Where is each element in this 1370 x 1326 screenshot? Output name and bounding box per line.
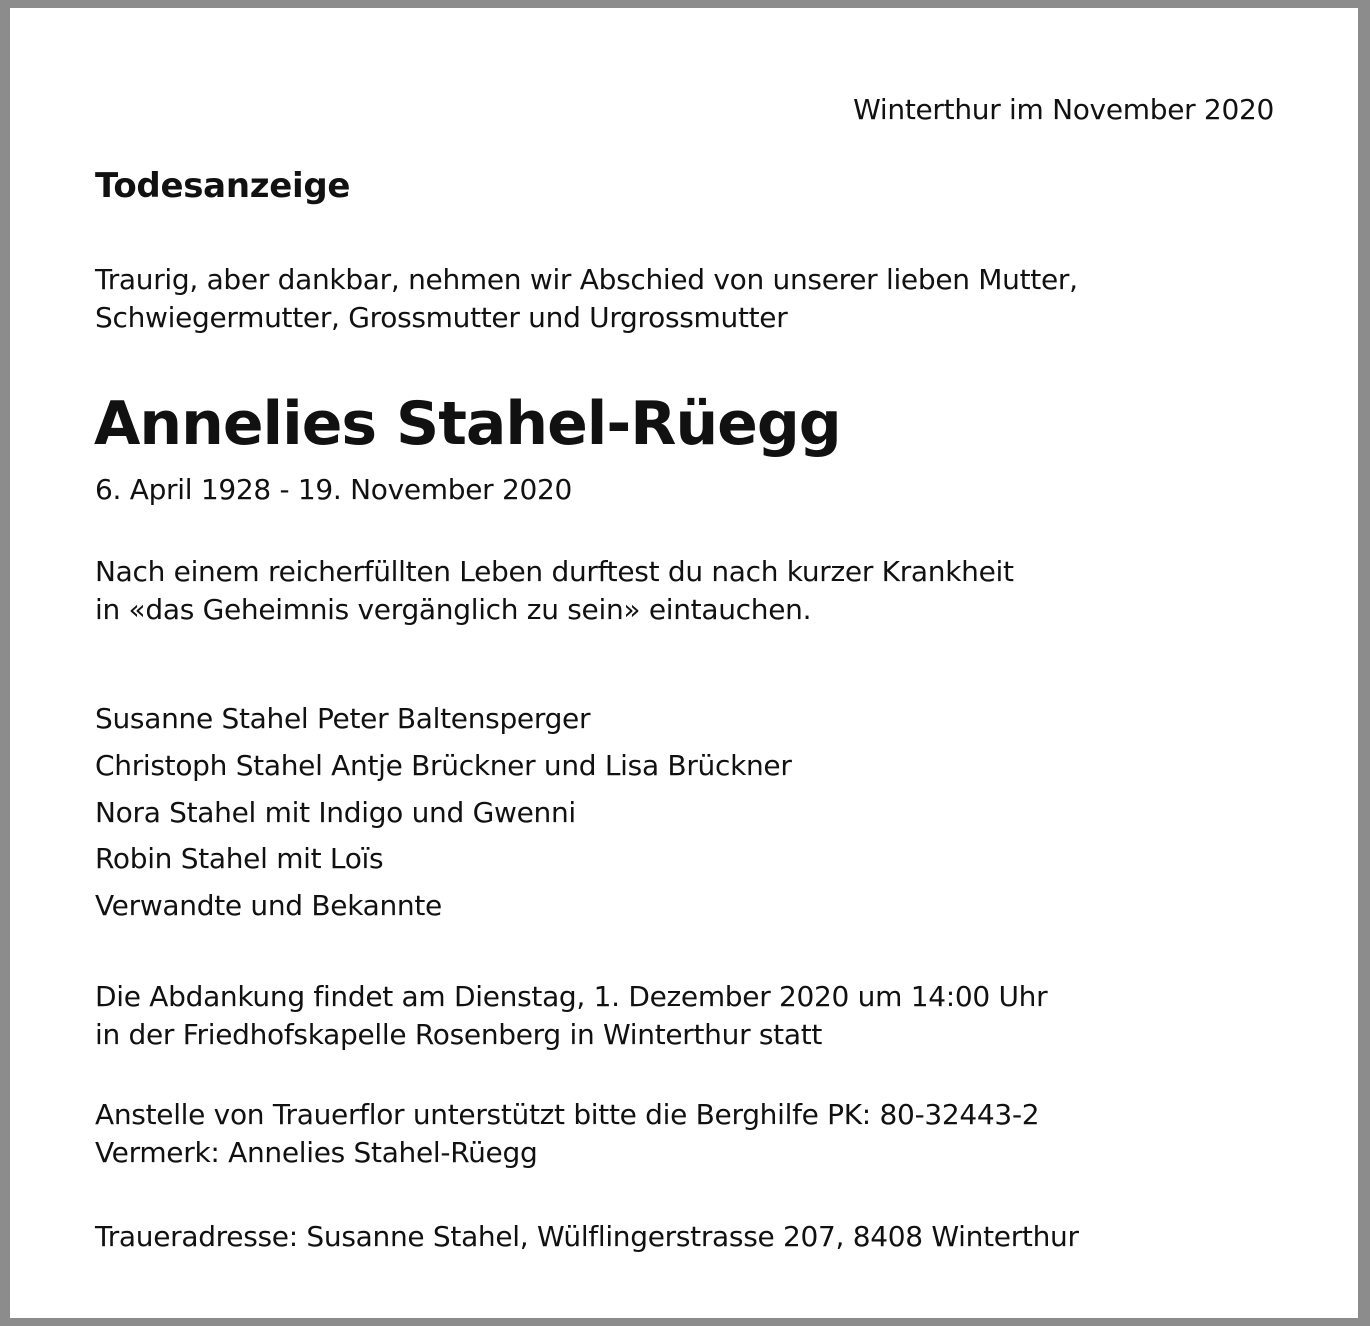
mourner-line: Christoph Stahel Antje Brückner und Lisa Brückner (95, 749, 792, 782)
farewell-line: in «das Geheimnis vergänglich zu sein» eintauchen. (95, 593, 812, 626)
donation-line: Anstelle von Trauerflor unterstützt bitte die Berghilfe PK: 80-32443-2 (95, 1098, 1040, 1131)
mourning-address: Traueradresse: Susanne Stahel, Wülflingerstrasse 207, 8408 Winterthur (95, 1220, 1079, 1253)
mourner-line: Nora Stahel mit Indigo und Gwenni (95, 796, 576, 829)
deceased-name: Annelies Stahel-Rüegg (94, 389, 841, 459)
place-date: Winterthur im November 2020 (853, 93, 1274, 126)
notice-heading: Todesanzeige (95, 166, 351, 206)
mourner-line: Verwandte und Bekannte (95, 889, 442, 922)
ceremony-line: Die Abdankung findet am Dienstag, 1. Dezember 2020 um 14:00 Uhr (95, 980, 1048, 1013)
farewell-line: Nach einem reicherfüllten Leben durftest du nach kurzer Krankheit (95, 555, 1014, 588)
intro-line: Schwiegermutter, Grossmutter und Urgrossmutter (95, 301, 788, 334)
life-dates: 6. April 1928 - 19. November 2020 (95, 473, 573, 506)
ceremony-line: in der Friedhofskapelle Rosenberg in Winterthur statt (95, 1018, 823, 1051)
obituary-page (10, 8, 1358, 1318)
mourner-line: Susanne Stahel Peter Baltensperger (95, 702, 591, 735)
mourner-line: Robin Stahel mit Loïs (95, 842, 384, 875)
donation-line: Vermerk: Annelies Stahel-Rüegg (95, 1136, 538, 1169)
intro-line: Traurig, aber dankbar, nehmen wir Abschied von unserer lieben Mutter, (95, 263, 1078, 296)
